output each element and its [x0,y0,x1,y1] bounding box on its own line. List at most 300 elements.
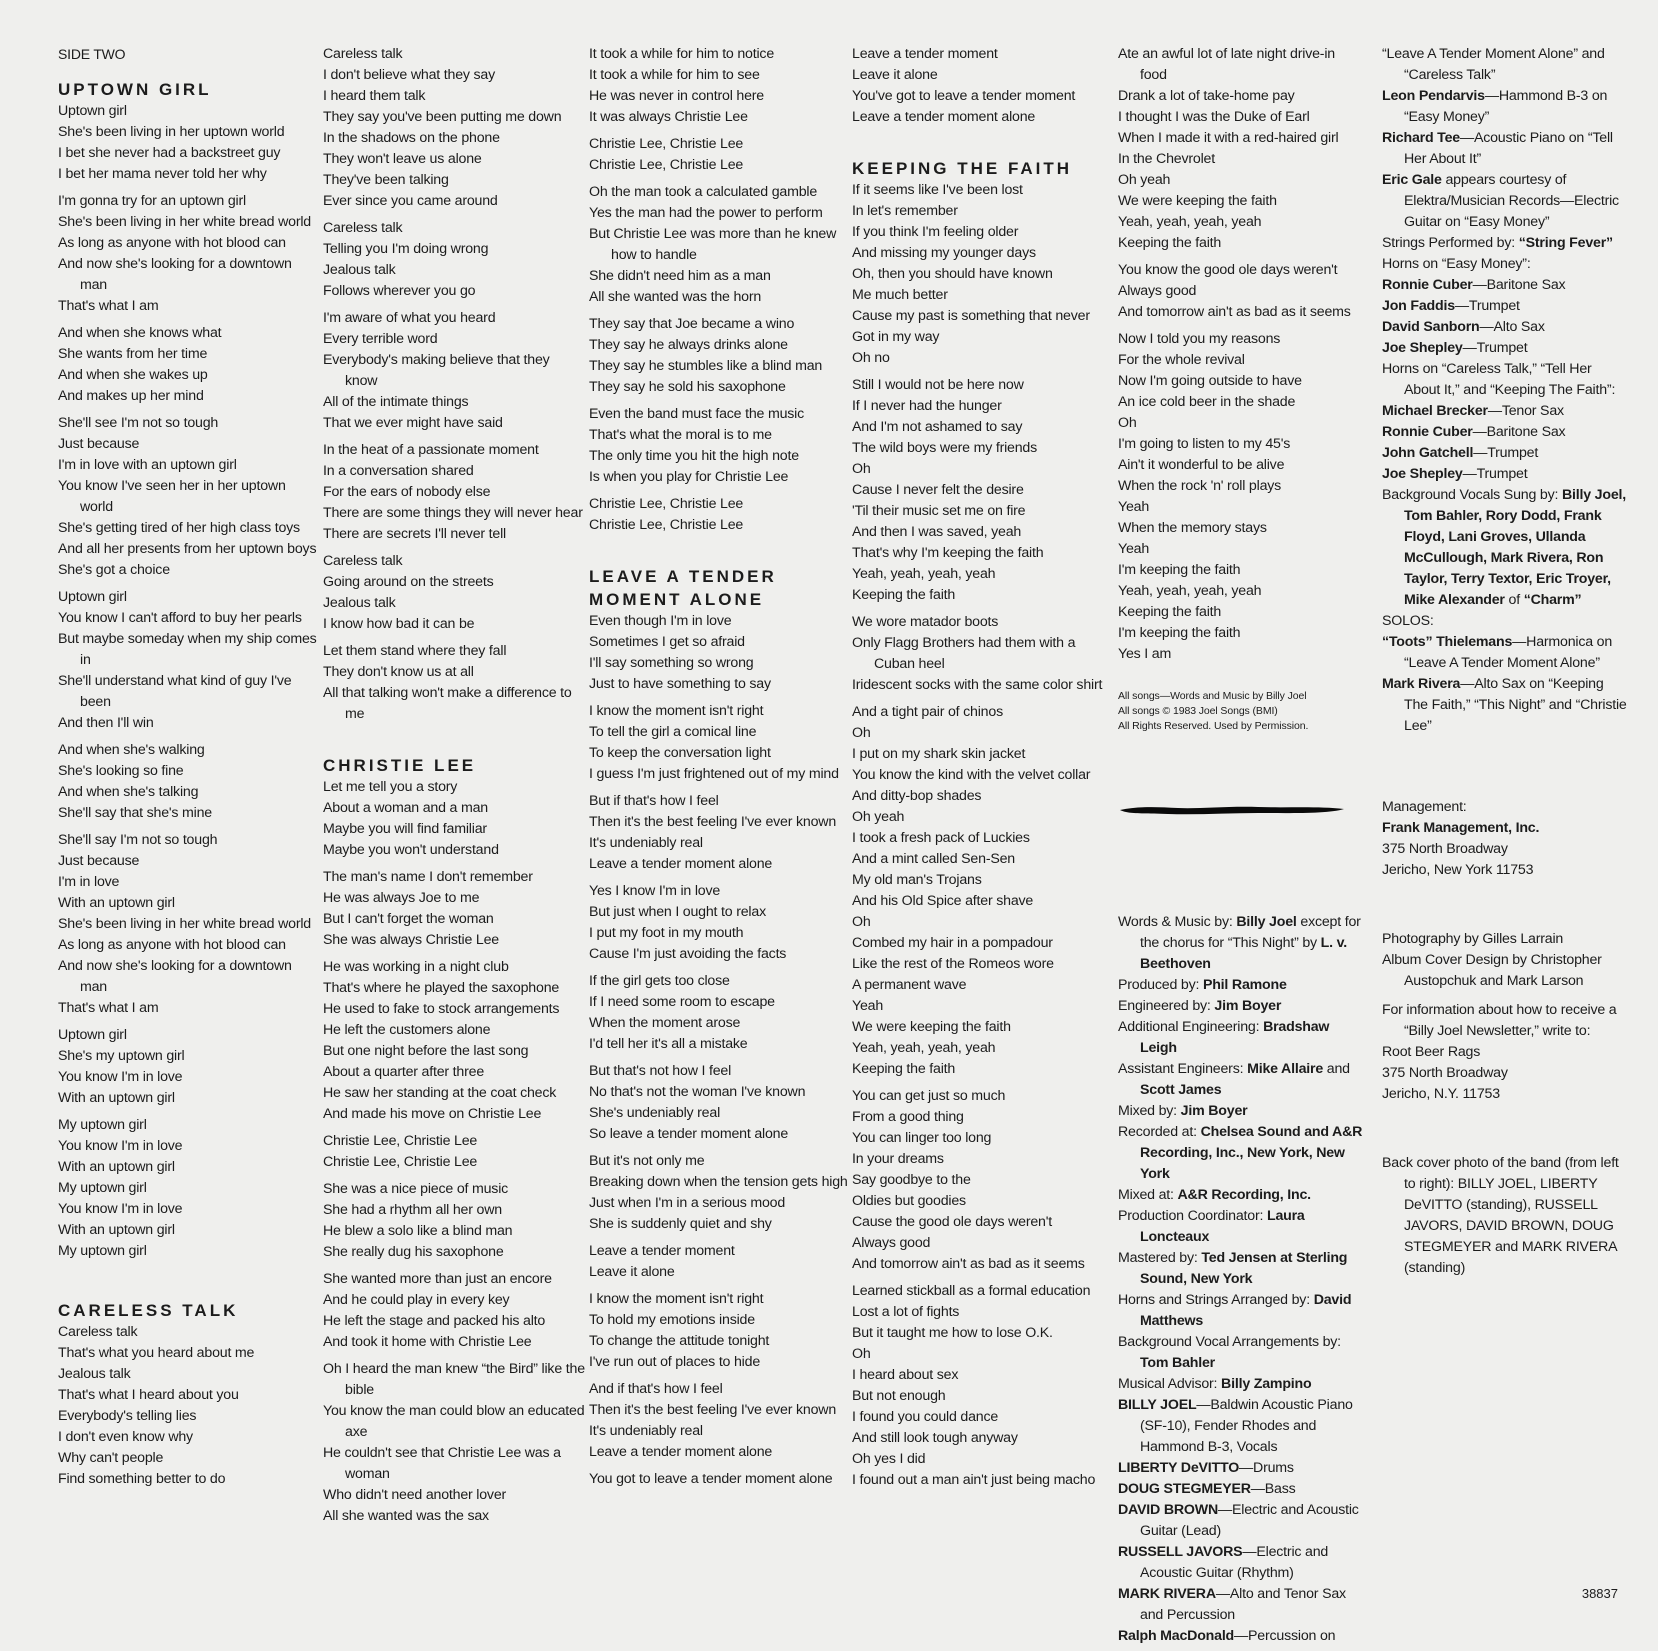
credit-line [1118,1332,1363,1374]
lyric-line: And he could play in every key [323,1292,510,1308]
credit-line [1118,1500,1363,1542]
credit-line [1118,1122,1363,1185]
lyric-line: And his Old Spice after shave [852,893,1034,909]
lyric-line: Maybe you will find familiar [323,821,487,837]
lyric-line: And when she wakes up [58,367,208,383]
lyric-line: I heard them talk [323,88,426,104]
lyric-line: In a conversation shared [323,463,474,479]
stanza [323,641,585,725]
text-line: Jericho, N.Y. 11753 [1382,1086,1500,1102]
stanza [589,404,851,488]
lyric-line: I put my foot in my mouth [589,925,744,941]
lyric-line: Drank a lot of take-home pay [1118,88,1295,104]
lyric-line: Careless talk [323,46,403,62]
lyric-line: Careless talk [323,220,403,236]
credit-line [1118,1248,1363,1290]
lyric-line: I guess I'm just frightened out of my mind [589,766,839,782]
credit-text: Mixed by: [1118,1103,1181,1119]
management-info [1382,797,1627,881]
credit-text: Production Coordinator: [1118,1208,1267,1224]
credit-line [1382,128,1627,170]
lyric-line: Why can't people [58,1450,164,1466]
lyric-line: But just when I ought to relax [589,904,766,920]
lyric-line: Who didn't need another lover [323,1487,507,1503]
credit-name: Phil Ramone [1202,977,1287,993]
lyric-line: To keep the conversation light [589,745,771,761]
stanza [1118,329,1363,665]
lyric-line: You got to leave a tender moment alone [589,1471,833,1487]
credit-line [1118,1584,1363,1626]
stanza [58,413,320,581]
credit-line [1382,611,1627,632]
lyric-line: Oh [1118,415,1137,431]
lyric-line: It was always Christie Lee [589,109,748,125]
lyric-line: And took it home with Christie Lee [323,1334,532,1350]
credit-name: LIBERTY DeVITTO [1118,1460,1240,1476]
lyric-line: Every terrible word [323,331,438,347]
lyric-line: I'm keeping the faith [1118,562,1241,578]
lyric-line: She's looking so fine [58,763,184,779]
credit-text: Additional Engineering: [1118,1019,1264,1035]
lyric-line: That's what I heard about you [58,1387,239,1403]
column-2 [323,44,585,1533]
credit-text: and [1323,1061,1350,1077]
lyric-line: You know I'm in love [58,1138,183,1154]
credit-line [1382,275,1627,296]
lyric-line: And when she's talking [58,784,199,800]
lyric-line: Jealous talk [323,262,396,278]
credit-name: Scott James [1140,1082,1222,1098]
credit-text: Background Vocal Arrangements by: [1118,1334,1341,1350]
lyric-line: But it taught me how to lose O.K. [852,1325,1053,1341]
lyric-line: And then I was saved, yeah [852,524,1022,540]
lyric-line: He left the customers alone [323,1022,491,1038]
credit-name: Billy Joel [1236,914,1297,930]
column-1 [58,44,320,1496]
credit-line [1382,317,1627,338]
credit-text: —Trumpet [1473,445,1539,461]
lyric-line: Now I'm going outside to have [1118,373,1302,389]
credit-line [1382,422,1627,443]
stanza [589,494,851,536]
lyric-line: Let them stand where they fall [323,643,507,659]
credit-name: “Toots” Thielemans [1382,634,1513,650]
credit-line [1118,1542,1363,1584]
lyric-line: He was always Joe to me [323,890,480,906]
lyric-line: Jealous talk [323,595,396,611]
credit-line [1382,170,1627,233]
lyric-line: I'll say something so wrong [589,655,754,671]
lyric-line: When I made it with a red-haired girl [1118,130,1339,146]
credit-text: —Electric and Acoustic Guitar (Rhythm) [1140,1544,1329,1581]
lyric-line: That's where he played the saxophone [323,980,560,996]
text-line: Photography by Gilles Larrain [1382,931,1564,947]
column-6 [1382,44,1627,1279]
credit-name: Leon Pendarvis [1382,88,1485,104]
lyric-line: About a quarter after three [323,1064,485,1080]
lyric-line: Yeah [1118,541,1150,557]
credit-line [1382,86,1627,128]
lyric-line: You know I'm in love [58,1069,183,1085]
credit-name: Joe Shepley [1382,466,1463,482]
lyric-line: To tell the girl a comical line [589,724,757,740]
credit-name: Joe Shepley [1382,340,1463,356]
lyric-line: Oh I heard the man knew “the Bird” like the bible [323,1361,585,1398]
lyric-line: You know the kind with the velvet collar [852,767,1091,783]
lyric-line: Oh the man took a calculated gamble [589,184,818,200]
lyric-line: She'll see I'm not so tough [58,415,219,431]
lyric-line: Keeping the faith [852,1061,956,1077]
lyric-line: The man's name I don't remember [323,869,533,885]
text-line: 375 North Broadway [1382,1065,1508,1081]
lyric-line: I found out a man ain't just being macho [852,1472,1096,1488]
credit-text: Horns on “Easy Money”: [1382,256,1531,272]
lyric-line: She didn't need him as a man [589,268,771,284]
lyric-line: I'd tell her it's all a mistake [589,1036,748,1052]
credit-line [1118,1206,1363,1248]
credit-text: Words & Music by: [1118,914,1237,930]
lyric-line: And when she's walking [58,742,205,758]
lyric-line: If it seems like I've been lost [852,182,1023,198]
lyric-line: Yes the man had the power to perform [589,205,823,221]
lyric-line: They won't leave us alone [323,151,482,167]
stanza [58,1115,320,1262]
stanza [323,218,585,302]
lyric-line: With an uptown girl [58,895,175,911]
credit-name: DAVID BROWN [1118,1502,1218,1518]
lyric-line: But that's not how I feel [589,1063,732,1079]
credit-line [1382,338,1627,359]
lyric-line: Only Flagg Brothers had them with a Cuban heel [852,635,1076,672]
credit-line [1382,401,1627,422]
credit-name: Jim Boyer [1180,1103,1248,1119]
lyric-line: But it's not only me [589,1153,705,1169]
lyric-line: You can get just so much [852,1088,1006,1104]
lyric-line: That we ever might have said [323,415,503,431]
lyric-line: Uptown girl [58,103,127,119]
credit-text: 375 North Broadway [1382,841,1508,857]
lyric-line: About a woman and a man [323,800,488,816]
lyric-line: Uptown girl [58,1027,127,1043]
lyric-line: She wanted more than just an encore [323,1271,552,1287]
stanza [852,612,1114,696]
lyric-line: Careless talk [323,553,403,569]
lyric-line: I bet she never had a backstreet guy [58,145,281,161]
lyric-line: If I need some room to escape [589,994,775,1010]
credit-line [1382,839,1627,860]
lyric-line: She really dug his saxophone [323,1244,504,1260]
lyric-line: Keeping the faith [1118,604,1222,620]
lyric-line: But if that's how I feel [589,793,719,809]
credit-name: “Charm” [1523,592,1582,608]
lyric-line: And when she knows what [58,325,222,341]
lyric-line: Always good [852,1235,931,1251]
lyric-line: Keeping the faith [852,587,956,603]
stanza [589,1061,851,1145]
credit-name: Ted Jensen at Sterling Sound, New York [1140,1250,1348,1287]
credit-text: Jericho, New York 11753 [1382,862,1534,878]
credit-name: Frank Management, Inc. [1382,820,1540,836]
lyric-line: She had a rhythm all her own [323,1202,502,1218]
lyric-line: We wore matador boots [852,614,999,630]
lyric-line: Everybody's making believe that they know [323,352,550,389]
lyric-line: She was a nice piece of music [323,1181,509,1197]
stanza [323,867,585,951]
lyric-line: And tomorrow ain't as bad as it seems [852,1256,1085,1272]
lyric-line: He left the stage and packed his alto [323,1313,546,1329]
lyric-line: It's undeniably real [589,1423,703,1439]
lyric-line: Cause I never felt the desire [852,482,1024,498]
lyric-line: Just because [58,853,140,869]
stanza [323,777,585,861]
lyric-line: No that's not the woman I've known [589,1084,806,1100]
stanza [323,308,585,434]
lyric-line: Yeah [1118,499,1150,515]
lyric-line: Oh yeah [852,809,905,825]
credit-text: —Percussion on [1234,1628,1336,1644]
song-title-christie-lee: CHRISTIE LEE [323,756,477,775]
lyric-line: Leave a tender moment alone [852,109,1036,125]
stanza [852,180,1114,369]
credit-name: Jim Boyer [1214,998,1282,1014]
stanza [589,1241,851,1283]
lyric-line: Christie Lee, Christie Lee [589,136,744,152]
lyric-line: But one night before the last song [323,1043,529,1059]
lyric-line: Even the band must face the music [589,406,805,422]
lyric-line: She wants from her time [58,346,208,362]
lyric-line: As long as anyone with hot blood can [58,235,286,251]
text-line: Album Cover Design by Christopher Austopchuk and Mark Larson [1382,952,1602,989]
credit-text: Horns on “Careless Talk,” “Tell Her About It,” and “Keeping The Faith”: [1382,361,1616,398]
lyric-line: Just to have something to say [589,676,771,692]
lyric-line: All she wanted was the horn [589,289,762,305]
lyric-line: An ice cold beer in the shade [1118,394,1296,410]
lyric-line: And missing my younger days [852,245,1036,261]
credit-text: Engineered by: [1118,998,1215,1014]
credit-line [1382,860,1627,881]
credit-text: —Trumpet [1454,298,1520,314]
copyright-notice [1118,689,1363,734]
lyric-line: From a good thing [852,1109,964,1125]
stanza [589,1379,851,1463]
text-line: All songs © 1983 Joel Songs (BMI) [1118,705,1278,717]
stanza [589,1469,851,1490]
lyric-line: You've got to leave a tender moment [852,88,1076,104]
credit-line [1118,1395,1363,1458]
credit-name: Michael Brecker [1382,403,1488,419]
credit-name: Mark Rivera [1382,676,1461,692]
credit-text: —Electric and Acoustic Guitar (Lead) [1140,1502,1359,1539]
lyric-line: She'll say that she's mine [58,805,212,821]
lyric-line: I found you could dance [852,1409,999,1425]
stanza [589,611,851,695]
lyric-line: I'm in love with an uptown girl [58,457,237,473]
lyric-line: Combed my hair in a pompadour [852,935,1053,951]
lyric-line: I know the moment isn't right [589,1291,764,1307]
lyric-line: I'm keeping the faith [1118,625,1241,641]
credit-line [1382,485,1627,611]
credit-text: —Baritone Sax [1472,424,1566,440]
lyric-line: I've run out of places to hide [589,1354,761,1370]
lyric-line: Cause my past is something that never [852,308,1090,324]
lyric-line: Find something better to do [58,1471,226,1487]
lyric-line: Going around on the streets [323,574,494,590]
lyric-line: And ditty-bop shades [852,788,982,804]
stanza [58,1322,320,1490]
lyric-line: Ate an awful lot of late night drive-in food [1118,46,1335,83]
lyric-line: Learned stickball as a formal education [852,1283,1091,1299]
lyric-line: Yeah, yeah, yeah, yeah [1118,214,1262,230]
lyric-line: She's getting tired of her high class toys [58,520,300,536]
lyric-line: In the Chevrolet [1118,151,1215,167]
lyric-line: With an uptown girl [58,1159,175,1175]
column-3 [589,44,851,1496]
credit-text: Musical Advisor: [1118,1376,1222,1392]
lyric-line: Christie Lee, Christie Lee [323,1154,478,1170]
lyric-line: I took a fresh pack of Luckies [852,830,1030,846]
stanza [58,740,320,824]
lyric-line: They say he stumbles like a blind man [589,358,823,374]
credit-name: Billy Zampino [1221,1376,1312,1392]
credit-name: MARK RIVERA [1118,1586,1216,1602]
credit-line [1382,443,1627,464]
lyric-line: Leave a tender moment alone [589,1444,773,1460]
lyric-line: They say you've been putting me down [323,109,562,125]
credit-text: —Tenor Sax [1487,403,1564,419]
lyric-line: That's what I am [58,298,159,314]
lyric-line: There are some things they will never hear [323,505,583,521]
lyric-line: And now she's looking for a downtown man [58,958,292,995]
credit-name: Mike Allaire [1247,1061,1324,1077]
brush-stroke-divider [1118,804,1346,816]
lyric-line: Christie Lee, Christie Lee [323,1133,478,1149]
lyric-line: Christie Lee, Christie Lee [589,157,744,173]
lyric-line: She's undeniably real [589,1105,721,1121]
stanza [852,375,1114,606]
stanza [589,134,851,176]
credit-line [1118,1626,1363,1647]
lyric-line: Oh [852,461,871,477]
lyric-line: Keeping the faith [1118,235,1222,251]
stanza [589,881,851,965]
credit-text: Assistant Engineers: [1118,1061,1248,1077]
credit-text: Mastered by: [1118,1250,1202,1266]
stanza [323,957,585,1125]
credit-text: —Hammond B-3 on “Easy Money” [1404,88,1608,125]
lyric-line: Leave it alone [852,67,938,83]
credit-name: David Sanborn [1382,319,1480,335]
credit-line [1382,674,1627,737]
lyric-line: Yeah, yeah, yeah, yeah [852,566,996,582]
credit-text: Recorded at: [1118,1124,1201,1140]
musician-credits-a [1118,1395,1363,1647]
lyric-line: Just because [58,436,140,452]
lyric-line: You can linger too long [852,1130,992,1146]
lyrics-careless-talk-a [58,1322,320,1490]
lyric-line: Got in my way [852,329,940,345]
lyric-line: Oh yes I did [852,1451,926,1467]
lyric-line: Careless talk [58,1324,138,1340]
lyric-line: Christie Lee, Christie Lee [589,517,744,533]
lyric-line: She's been living in her uptown world [58,124,285,140]
lyric-line: He saw her standing at the coat check [323,1085,557,1101]
credit-name: Ronnie Cuber [1382,277,1473,293]
credit-text: Mixed at: [1118,1187,1178,1203]
credit-text: —Alto Sax on “Keeping The Faith,” “This Night” and “Christie Lee” [1404,676,1627,734]
lyric-line: And still look tough anyway [852,1430,1018,1446]
credit-text: —Bass [1250,1481,1296,1497]
catalog-number: 38837 [1581,1586,1618,1601]
back-cover-caption [1382,1153,1627,1279]
lyric-line: Let me tell you a story [323,779,458,795]
credit-line [1382,233,1627,254]
lyric-line: Oh yeah [1118,172,1171,188]
lyric-line: She is suddenly quiet and shy [589,1216,772,1232]
lyric-line: And made his move on Christie Lee [323,1106,542,1122]
lyric-line: Everybody's telling lies [58,1408,197,1424]
stanza [589,182,851,308]
lyric-line: Uptown girl [58,589,127,605]
credit-name: BILLY JOEL [1118,1397,1197,1413]
newsletter-info [1382,1000,1627,1105]
credit-name: Jon Faddis [1382,298,1455,314]
lyric-line: I don't believe what they say [323,67,495,83]
lyric-line: Telling you I'm doing wrong [323,241,489,257]
credit-text: Produced by: [1118,977,1203,993]
lyric-line: In the heat of a passionate moment [323,442,539,458]
lyric-line: I put on my shark skin jacket [852,746,1026,762]
credit-name: David Matthews [1140,1292,1352,1329]
lyric-line: I know the moment isn't right [589,703,764,719]
credit-line [1118,1185,1363,1206]
lyric-line: She's got a choice [58,562,170,578]
lyric-line: Oh no [852,350,890,366]
stanza [852,1281,1114,1491]
lyric-line: When the memory stays [1118,520,1267,536]
credit-line [1118,1374,1363,1395]
lyric-line: You know the man could blow an educated axe [323,1403,585,1440]
lyric-line: Always good [1118,283,1197,299]
stanza [1118,260,1363,323]
lyric-line: Oh [852,1346,871,1362]
credit-name: A&R Recording, Inc. [1177,1187,1311,1203]
lyric-line: And I'm not ashamed to say [852,419,1023,435]
lyric-line: Say goodbye to the [852,1172,971,1188]
stanza [1118,44,1363,254]
lyric-line: And tomorrow ain't as bad as it seems [1118,304,1351,320]
lyrics-careless-talk-b [323,44,585,725]
photo-credits [1382,929,1627,992]
lyric-line: I'm aware of what you heard [323,310,496,326]
lyric-line: He used to fake to stock arrangements [323,1001,560,1017]
lyric-line: Iridescent socks with the same color shirt [852,677,1103,693]
credit-name: L. v. Beethoven [1140,935,1347,972]
credit-text: —Alto and Tenor Sax and Percussion [1140,1586,1346,1623]
credit-line [1382,359,1627,401]
stanza [589,1289,851,1373]
lyric-line: All she wanted was the sax [323,1508,489,1524]
stanza [589,314,851,398]
text-line: For information about how to receive a “Billy Joel Newsletter,” write to: [1382,1002,1617,1039]
credit-name: Richard Tee [1382,130,1460,146]
lyric-line: We were keeping the faith [1118,193,1277,209]
credit-name: Billy Joel, Tom Bahler, Rory Dodd, Frank Floyd, Lani Groves, Ullanda McCullough, Mark Rivera, Ron Taylor, Terry Textor, Eric Troyer, Mike Alexander [1404,487,1626,608]
lyric-line: It took a while for him to notice [589,46,775,62]
lyric-line: You know I'm in love [58,1201,183,1217]
lyric-line: But I can't forget the woman [323,911,494,927]
lyric-line: Just when I'm in a serious mood [589,1195,786,1211]
lyrics-keeping-the-faith-b [1118,44,1363,665]
